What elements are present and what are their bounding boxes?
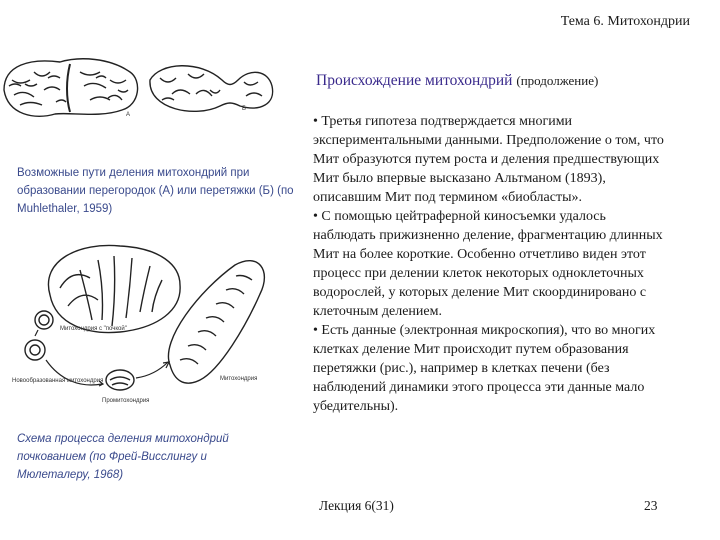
caption-top: Возможные пути деления митохондрий при образовании перегородок (А) или перетяжки (Б) (по Muhlethaler, 1959) [17, 167, 294, 215]
figure-label-a: A [126, 112, 131, 118]
slide-theme: Тема 6. Митохондрии [560, 14, 690, 29]
page-number: 23 [644, 498, 658, 513]
figure-label-mito: Митохондрия [220, 376, 258, 382]
slide-heading [316, 72, 598, 90]
paragraph-1: • Третья гипотеза подтверждается многими экспериментальными данными. Предположение о том, что Мит образуются путем роста и деления предшествующих Мит было впервые высказано Альтманом (1893), описавшим Мит под термином «биобласты». [313, 114, 664, 205]
figure-label-new: Новообразованная митохондрия [12, 378, 104, 384]
caption-bottom: Схема процесса деления митохондрий почкованием (по Фрей-Висслингу и Мюлеталеру, 1968) [17, 433, 229, 481]
figure-budding-cycle [10, 230, 285, 420]
figure-label-bud: Митохондрия с "почкой" [60, 326, 127, 332]
figure-division-top [0, 50, 275, 125]
heading-subtitle: (продолжение) [516, 73, 599, 88]
figure-label-b: Б [242, 106, 246, 112]
body-text [313, 112, 667, 416]
figure-label-promito: Промитохондрия [102, 398, 150, 404]
paragraph-3: • Есть данные (электронная микроскопия), что во многих клетках деление Мит происходит путем образования перетяжки (рис.), например в клетках печени (без наблюдений динамики этого процесса эти данные мало убедительны). [313, 323, 656, 414]
heading-main: Происхождение митохондрий [316, 72, 513, 89]
paragraph-2: • С помощью цейтраферной киносъемки удалось наблюдать прижизненно деление, фрагментацию длинных Мит на более короткие. Особенно отчетливо виден этот процесс при делении клеток некоторых одноклеточных водорослей, у которых деление Мит скоординировано с клеточным делением. [313, 209, 663, 319]
footer-lecture: Лекция 6(31) [319, 498, 394, 513]
